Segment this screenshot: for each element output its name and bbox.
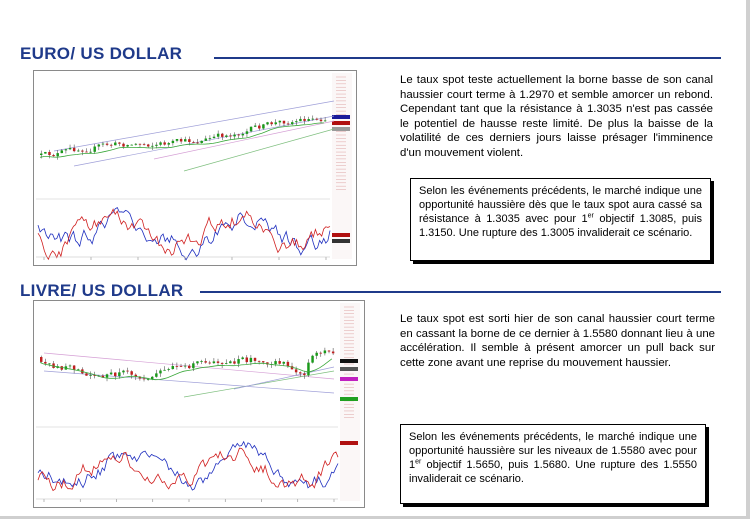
candle xyxy=(225,363,227,364)
candle xyxy=(237,135,239,136)
candle xyxy=(192,363,194,368)
candle xyxy=(217,134,219,137)
candle xyxy=(287,362,289,366)
candle xyxy=(52,155,54,156)
scenario-eurusd-sup: er xyxy=(587,212,594,220)
candle xyxy=(69,148,71,149)
candle xyxy=(324,120,326,121)
trend-line xyxy=(184,129,334,171)
candle xyxy=(332,352,334,354)
candle xyxy=(106,374,108,377)
candle xyxy=(118,372,120,376)
chart-eurusd-canvas xyxy=(34,71,356,265)
candle xyxy=(217,361,219,363)
candle xyxy=(295,121,297,122)
candle xyxy=(320,120,322,121)
candle xyxy=(188,366,190,368)
chart-eurusd xyxy=(33,70,357,266)
candle xyxy=(312,119,314,120)
candle xyxy=(135,144,137,145)
candle xyxy=(122,371,124,373)
scenario-gbpusd-before: Selon les événements précédents, le marché indique une opportunité haussière sur les niveaux de 1.5580 avec pour 1 xyxy=(409,431,697,471)
candle xyxy=(316,119,318,120)
analysis-eurusd: Le taux spot teste actuellement la borne basse de son canal haussier court terme à 1.2970 et semble amorcer un rebond. Cependant tant que la résistance à 1.3035 n'est pas cassée le potentiel de hausse reste limité. De plus la baisse de la volatilité de ces derniers jours laisse présager l'imminence d'un mouvement violent. xyxy=(400,74,713,159)
level-marker xyxy=(332,127,350,131)
candle xyxy=(229,136,231,137)
candle xyxy=(89,375,91,376)
candle xyxy=(320,353,322,354)
candle xyxy=(225,136,227,137)
section-rule-eurusd xyxy=(214,57,721,59)
candle xyxy=(221,134,223,137)
candle xyxy=(126,371,128,372)
candle xyxy=(287,123,289,124)
candle xyxy=(163,370,165,371)
level-marker xyxy=(340,441,358,445)
section-title-eurusd: EURO/ US DOLLAR xyxy=(20,44,183,63)
candle xyxy=(250,358,252,362)
candle xyxy=(328,350,330,351)
candle xyxy=(180,366,182,367)
candle xyxy=(176,139,178,141)
candle xyxy=(176,366,178,367)
candle xyxy=(110,145,112,146)
level-marker xyxy=(332,121,350,125)
candle xyxy=(155,145,157,146)
candle xyxy=(151,377,153,379)
scenario-gbpusd-after: objectif 1.5650, puis 1.5680. Une rupture des 1.5550 invaliderait ce scénario. xyxy=(409,459,697,485)
candle xyxy=(262,124,264,128)
candle xyxy=(159,371,161,374)
scenario-box-eurusd xyxy=(410,178,711,261)
candle xyxy=(122,144,124,147)
candle xyxy=(283,362,285,364)
scenario-eurusd-before: Selon les événements précédents, le marché indique une opportunité haussière dès que le taux spot aura cassé sa résistance à 1.3035 avec pour 1 xyxy=(419,185,702,225)
scenario-gbpusd-sup: er xyxy=(415,458,422,466)
page-edge-right xyxy=(746,0,750,519)
candle xyxy=(184,366,186,367)
candle xyxy=(196,361,198,363)
candle xyxy=(213,137,215,138)
candle xyxy=(102,144,104,145)
candle xyxy=(44,152,46,154)
candle xyxy=(44,362,46,364)
level-marker xyxy=(332,115,350,119)
candle xyxy=(151,146,153,147)
candle xyxy=(73,366,75,370)
candle xyxy=(299,372,301,373)
candle xyxy=(56,153,58,156)
candle xyxy=(167,369,169,370)
candle xyxy=(258,361,260,362)
candle xyxy=(275,122,277,124)
candle xyxy=(93,147,95,152)
candle xyxy=(307,119,309,121)
candle xyxy=(172,141,174,143)
candle xyxy=(85,152,87,153)
chart-gbpusd xyxy=(33,300,365,508)
candle xyxy=(73,148,75,151)
candle xyxy=(147,144,149,146)
candle xyxy=(143,144,145,145)
candle xyxy=(221,363,223,364)
candle xyxy=(180,139,182,141)
level-marker xyxy=(340,359,358,363)
oscillator-signal-line xyxy=(38,448,338,490)
candle xyxy=(270,122,272,124)
candle xyxy=(48,152,50,155)
section-title-gbpusd: LIVRE/ US DOLLAR xyxy=(20,281,184,300)
candle xyxy=(237,359,239,364)
scenario-eurusd-after: objectif 1.3085, puis 1.3150. Une rupture des 1.3005 invaliderait ce scénario. xyxy=(419,213,703,239)
candle xyxy=(139,144,141,145)
candle xyxy=(241,357,243,359)
candle xyxy=(254,358,256,361)
analysis-gbpusd: Le taux spot est sorti hier de son canal haussier court terme en cassant la borne de ce dernier à 1.5580 donnant lieu à une accélération. Il semble à présent amorcer un pull back sur cette zone avant une reprise du mouvement haussier. xyxy=(400,313,715,369)
candle xyxy=(303,373,305,375)
candle xyxy=(163,142,165,144)
candle xyxy=(98,144,100,146)
price-scale xyxy=(340,303,360,501)
candle xyxy=(85,373,87,375)
oscillator-signal-line xyxy=(38,209,330,259)
candle xyxy=(274,361,276,364)
trend-line xyxy=(74,116,334,166)
candle xyxy=(200,361,202,362)
candle xyxy=(246,357,248,362)
level-marker xyxy=(340,377,358,381)
candle xyxy=(126,145,128,147)
candle xyxy=(143,379,145,380)
candle xyxy=(61,150,63,153)
candle xyxy=(303,119,305,121)
candle xyxy=(192,142,194,143)
candle xyxy=(311,356,313,363)
candle xyxy=(254,126,256,127)
candle xyxy=(77,369,79,370)
candle xyxy=(262,361,264,362)
candle xyxy=(184,139,186,141)
candle xyxy=(188,139,190,142)
candle xyxy=(266,122,268,124)
candle xyxy=(278,361,280,364)
candle xyxy=(114,143,116,146)
candle xyxy=(295,369,297,372)
candle xyxy=(131,145,133,146)
candle xyxy=(81,151,83,152)
candle xyxy=(205,139,207,141)
candle xyxy=(242,134,244,135)
candle xyxy=(40,154,42,155)
oscillator-line xyxy=(38,208,330,260)
level-marker xyxy=(340,367,358,371)
candle xyxy=(168,143,170,145)
section-rule-gbpusd xyxy=(200,291,721,293)
candle xyxy=(209,138,211,139)
candle xyxy=(299,119,301,121)
candle xyxy=(246,131,248,134)
candle xyxy=(159,142,161,144)
candle xyxy=(213,361,215,363)
candle xyxy=(130,371,132,374)
level-marker xyxy=(332,239,350,243)
candle xyxy=(283,121,285,124)
level-marker xyxy=(332,233,350,237)
candle xyxy=(196,142,198,143)
candle xyxy=(48,363,50,364)
candle xyxy=(229,361,231,363)
candle xyxy=(307,363,309,375)
candle xyxy=(204,361,206,362)
candle xyxy=(77,151,79,152)
candle xyxy=(233,361,235,363)
chart-gbpusd-canvas xyxy=(34,301,364,507)
candle xyxy=(118,143,120,144)
scenario-box-gbpusd xyxy=(400,424,706,504)
candle xyxy=(110,373,112,375)
candle xyxy=(89,152,91,153)
candle xyxy=(65,149,67,150)
candle xyxy=(40,357,42,362)
trend-line xyxy=(184,371,334,397)
candle xyxy=(291,122,293,124)
candle xyxy=(315,353,317,356)
candle xyxy=(258,126,260,129)
candle xyxy=(69,366,71,367)
candle xyxy=(114,373,116,377)
candle xyxy=(106,144,108,145)
candle xyxy=(324,350,326,353)
candle xyxy=(200,141,202,143)
candle xyxy=(233,135,235,137)
candle xyxy=(250,127,252,132)
candle xyxy=(279,121,281,123)
candle xyxy=(209,363,211,364)
candle xyxy=(155,373,157,376)
level-marker xyxy=(340,397,358,401)
candle xyxy=(172,366,174,369)
